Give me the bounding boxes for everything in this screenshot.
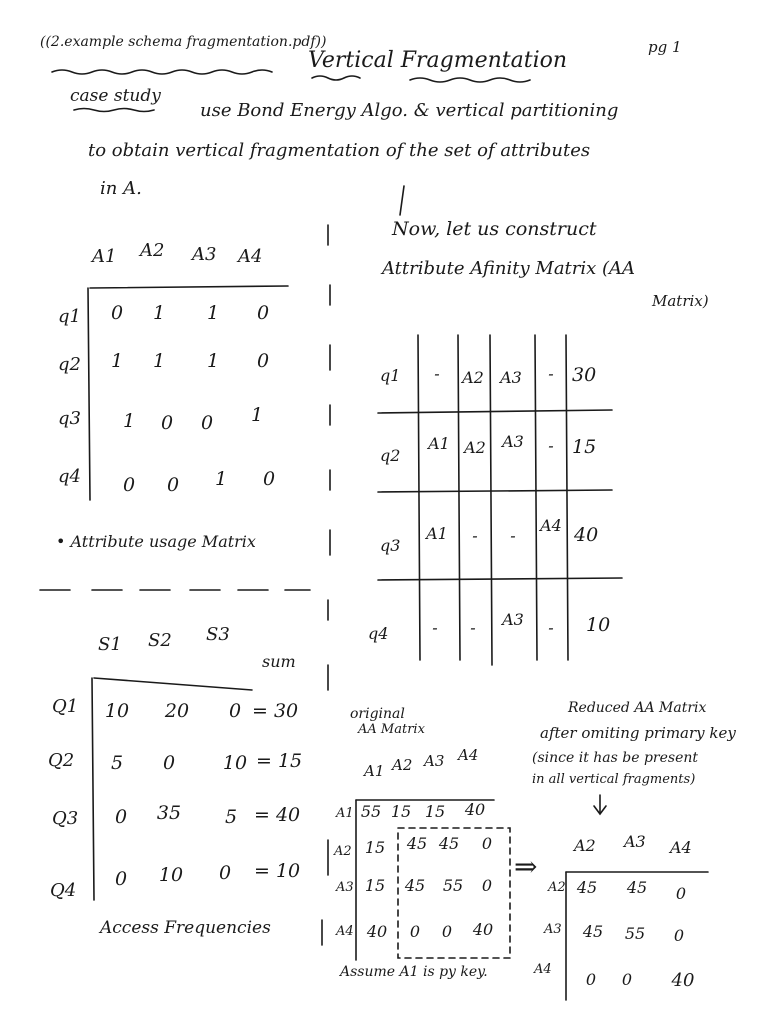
aa-query-cell: - [434,364,440,383]
aa-heading-2: Attribute Afinity Matrix (AA [382,258,636,279]
reduced-aa-col: A4 [670,838,692,857]
usage-col-a3: A3 [192,244,217,265]
usage-row-label: q3 [58,408,81,429]
usage-cell: 0 [166,474,180,496]
usage-col-a4: A4 [238,246,263,267]
aa-query-label: q3 [380,536,401,555]
reduced-aa-row-label: A2 [548,880,566,895]
aa-query-cell: A3 [502,432,524,451]
freq-cell: 10 [104,700,130,722]
aa-query-cell: A3 [502,610,524,629]
usage-col-a1: A1 [92,246,117,267]
reduced-aa-cell: 45 [582,922,604,941]
aa-query-freq: 10 [586,614,611,636]
primary-key-note: Assume A1 is py key. [340,964,488,980]
reduced-aa-col: A2 [574,836,596,855]
aa-query-label: q4 [368,624,389,643]
original-aa-cell: 15 [424,802,446,821]
page-title: Vertical Fragmentation [308,48,568,73]
usage-cell: 0 [256,302,270,324]
source-note: ((2.example schema fragmentation.pdf)) [40,34,327,50]
freq-row-label: Q2 [48,750,75,771]
original-aa-cell: 0 [409,922,421,941]
aa-query-cell: - [432,618,438,637]
usage-cell: 0 [200,412,214,434]
aa-query-cell: A2 [462,368,484,387]
aa-query-cell: A3 [500,368,522,387]
reduced-aa-col: A3 [624,832,646,851]
original-aa-cell: 15 [364,876,386,895]
freq-cell: 20 [164,700,190,722]
freq-cell: 35 [156,802,182,824]
original-aa-cell: 0 [441,922,453,941]
original-aa-cell: 15 [364,838,386,857]
freq-col-s2: S2 [148,630,172,651]
aa-query-label: q2 [380,446,401,465]
freq-cell: 5 [224,806,238,828]
instruction-line-1: use Bond Energy Algo. & vertical partitioning [200,100,619,121]
reduced-aa-cell: 0 [673,926,685,945]
freq-cell: 0 [218,862,232,884]
aa-query-label: q1 [380,366,401,385]
original-aa-col: A3 [424,752,445,770]
aa-query-cell: A1 [426,524,448,543]
freq-cell: 10 [222,752,248,774]
freq-cell: 0 [228,700,242,722]
instruction-line-2: to obtain vertical fragmentation of the set of attributes [88,140,591,161]
freq-col-sum: sum [262,652,296,671]
reduced-aa-cell: 0 [621,970,633,989]
usage-cell: 1 [110,350,124,372]
usage-row-label: q1 [58,306,81,327]
reduced-aa-cell: 45 [576,878,598,897]
usage-cell: 0 [256,350,270,372]
aa-query-cell: - [548,618,554,637]
original-aa-cell: 55 [442,876,464,895]
aa-query-cell: - [548,364,554,383]
reduced-aa-heading-3: (since it has be present [532,750,699,766]
freq-sum: = 30 [252,700,299,722]
reduced-aa-cell: 55 [624,924,646,943]
original-aa-cell: 40 [464,800,486,819]
page-number: pg 1 [648,38,682,56]
freq-cell: 0 [114,868,128,890]
freq-col-s3: S3 [206,624,230,645]
freq-sum: = 40 [254,804,301,826]
reduced-aa-cell: 40 [671,970,695,991]
freq-cell: 0 [114,806,128,828]
usage-cell: 1 [206,302,220,324]
original-aa-row-label: A4 [336,924,354,939]
aa-query-cell: A1 [428,434,450,453]
usage-cell: 0 [262,468,276,490]
usage-row-label: q2 [58,354,81,375]
usage-row-label: q4 [58,466,81,487]
original-aa-heading-1: original [350,706,405,722]
freq-cell: 0 [162,752,176,774]
access-freq-caption: Access Frequencies [100,918,271,938]
usage-matrix-caption: • Attribute usage Matrix [56,532,256,551]
usage-cell: 1 [122,410,136,432]
usage-cell: 0 [122,474,136,496]
reduced-aa-cell: 0 [585,970,597,989]
aa-query-freq: 15 [572,436,597,458]
original-aa-cell: 45 [406,834,428,853]
usage-cell: 0 [110,302,124,324]
freq-row-label: Q3 [52,808,79,829]
original-aa-cell: 45 [438,834,460,853]
case-study-label: case study [70,86,161,106]
reduced-aa-heading-2: after omiting primary key [540,724,736,742]
aa-query-cell: - [548,436,554,455]
aa-query-cell: - [510,526,516,545]
original-aa-col: A4 [458,746,479,764]
freq-row-label: Q1 [52,696,79,717]
reduced-aa-heading-1: Reduced AA Matrix [568,700,707,716]
original-aa-cell: 40 [366,922,388,941]
usage-cell: 1 [214,468,228,490]
aa-query-freq: 30 [572,364,597,386]
reduced-aa-cell: 0 [675,884,687,903]
original-aa-row-label: A1 [336,806,354,821]
freq-sum: = 10 [254,860,301,882]
usage-cell: 1 [206,350,220,372]
reduced-aa-cell: 45 [626,878,648,897]
original-aa-row-label: A2 [334,844,352,859]
original-aa-cell: 40 [472,920,494,939]
reduced-aa-row-label: A3 [544,922,562,937]
original-aa-cell: 0 [481,834,493,853]
original-aa-col: A2 [392,756,413,774]
usage-cell: 1 [152,302,166,324]
usage-col-a2: A2 [140,240,165,261]
aa-query-cell: - [472,526,478,545]
freq-col-s1: S1 [98,634,122,655]
aa-query-cell: - [470,618,476,637]
transform-arrow-icon: ⇒ [514,850,538,883]
reduced-aa-row-label: A4 [534,962,552,977]
original-aa-cell: 15 [390,802,412,821]
usage-cell: 1 [152,350,166,372]
freq-row-label: Q4 [50,880,77,901]
freq-sum: = 15 [256,750,303,772]
reduced-aa-heading-4: in all vertical fragments) [532,772,696,787]
original-aa-cell: 45 [404,876,426,895]
aa-query-freq: 40 [574,524,599,546]
aa-heading-1: Now, let us construct [392,218,597,240]
usage-cell: 0 [160,412,174,434]
original-aa-col: A1 [364,762,385,780]
aa-heading-3: Matrix) [652,292,709,310]
freq-cell: 10 [158,864,184,886]
aa-query-cell: A2 [464,438,486,457]
aa-query-cell: A4 [540,516,562,535]
original-aa-cell: 55 [360,802,382,821]
usage-cell: 1 [250,404,264,426]
instruction-line-3: in A. [100,178,142,199]
original-aa-row-label: A3 [336,880,354,895]
freq-cell: 5 [110,752,124,774]
original-aa-heading-2: AA Matrix [358,722,425,737]
original-aa-cell: 0 [481,876,493,895]
